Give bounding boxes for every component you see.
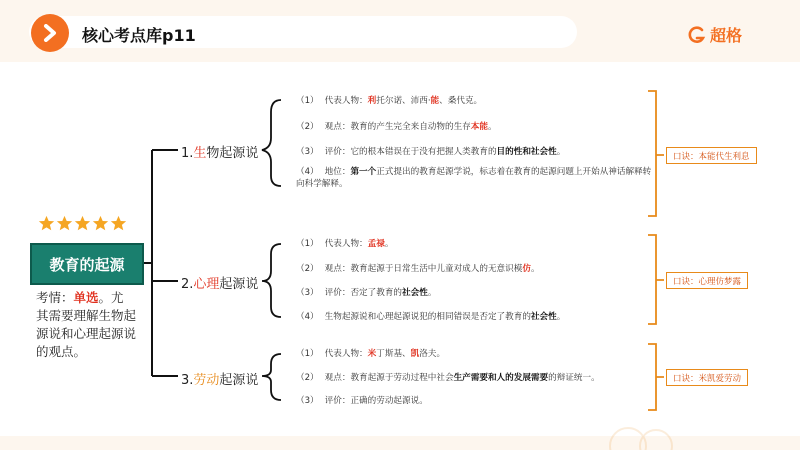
row-bold: 目的性和社会性 [496,147,557,157]
theory-label-highlight: 心理 [193,277,220,292]
exam-note-highlight: 单选 [73,290,99,305]
row-text: 评价：否定了教育的 [324,288,403,298]
row-bold: 社会性 [402,288,428,298]
row-text: 。 [556,312,566,322]
detail-row [296,95,482,107]
importance-stars [38,215,127,232]
star-icon [110,215,127,232]
row-text: 评价：它的根本错误在于没有把握人类教育的 [324,147,497,157]
row-text: 。 [556,147,566,157]
row-number: （2） [296,373,319,383]
page-title: 核心考点库p11 [82,26,196,45]
detail-row [296,263,540,275]
detail-row [296,395,428,407]
row-text: 代表人物： [324,349,368,359]
row-number: （1） [296,96,319,106]
footer-band [0,436,800,450]
row-highlight: 仿 [522,264,531,274]
row-highlight: 能 [430,96,440,106]
row-text: 的辩证统一。 [548,373,600,383]
detail-row [296,311,565,323]
row-highlight: 本能 [470,122,488,132]
row-text: 观点：教育的产生完全来自动物的生存 [324,122,471,132]
topic-title-box: 教育的起源 [30,243,144,285]
row-number: （3） [296,288,319,298]
row-number: （4） [296,167,319,177]
detail-row [296,348,445,360]
row-text: 洛夫。 [419,349,446,359]
row-number: （4） [296,312,319,322]
row-bold: 社会性 [530,312,557,322]
exam-note [36,289,136,361]
brand-name: 超格 [710,26,743,45]
row-number: （2） [296,264,319,274]
theory-number: 1. [181,146,194,161]
row-text: 。 [530,264,540,274]
detail-row [296,146,565,158]
row-bold: 生产需要和人的发展需要 [453,373,549,383]
row-text: 。 [384,239,394,249]
row-text: 代表人物： [324,96,368,106]
exam-note-prefix: 考情： [36,290,74,305]
row-text: 观点：教育起源于劳动过程中社会 [324,373,454,383]
theory-label-rest: 物起源说 [206,146,259,161]
row-text: 代表人物： [324,239,368,249]
star-icon [38,215,55,232]
mnemonic-tag: 口诀：米凯爱劳动 [666,369,748,386]
row-number: （3） [296,396,319,406]
row-highlight: 米 [367,349,377,359]
row-highlight: 孟禄 [367,239,385,249]
row-number: （2） [296,122,319,132]
row-text: 托尔诺、沛西· [376,96,431,106]
row-text: 丁斯基、 [376,349,411,359]
detail-row [296,372,600,384]
detail-row [296,166,656,190]
mascot-watermark-icon [606,424,676,450]
theory-label-rest: 起源说 [219,277,259,292]
row-text: 生物起源说和心理起源说犯的相同错误是否定了教育的 [324,312,531,322]
theory-label-highlight: 劳动 [193,373,220,388]
theory-label-rest: 起源说 [219,373,259,388]
star-icon [74,215,91,232]
row-highlight: 利 [367,96,377,106]
row-text: 。 [487,122,497,132]
exam-note-rest: 。尤其需要理解生物起源说和心理起源说的观点。 [36,290,137,359]
mnemonic-tag: 口诀：心理仿梦露 [666,272,748,289]
detail-row [296,121,497,133]
row-number: （1） [296,239,319,249]
theory-number: 3. [181,373,194,388]
detail-row [296,287,436,299]
row-number: （1） [296,349,319,359]
mnemonic-tag: 口诀：本能代生利息 [666,147,757,164]
star-icon [56,215,73,232]
theory-biological [181,142,258,161]
row-highlight: 凯 [410,349,420,359]
row-number: （3） [296,147,319,157]
theory-labor [181,369,258,388]
detail-row [296,238,393,250]
row-text: 正式提出的教育起源学说，标志着在教育的起源问题上开始从神话解释转向科学解释。 [296,167,652,189]
star-icon [92,215,109,232]
row-text: 地位： [324,167,351,177]
row-bold: 第一个 [350,167,377,177]
row-text: 评价：正确的劳动起源说。 [324,396,428,406]
row-text: 。 [427,288,437,298]
theory-psychological [181,273,258,292]
row-text: 、桑代克。 [439,96,483,106]
theory-number: 2. [181,277,194,292]
theory-label-highlight: 生 [193,146,207,161]
row-text: 观点：教育起源于日常生活中儿童对成人的无意识模 [324,264,523,274]
